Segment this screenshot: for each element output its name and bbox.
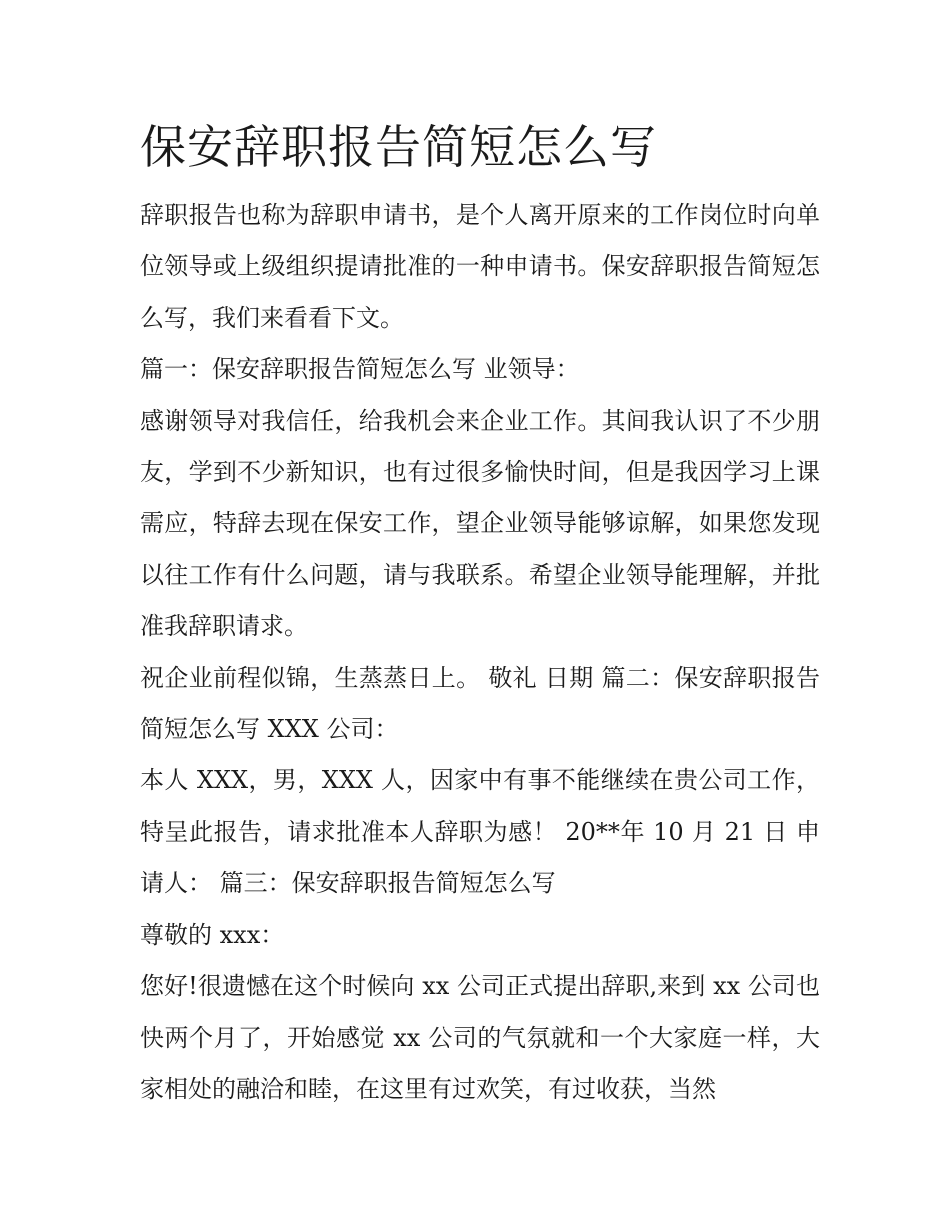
document-title: 保安辞职报告简短怎么写: [140, 120, 657, 174]
document-body: [140, 112, 820, 1115]
section-one-body: 感谢领导对我信任，给我机会来企业工作。其间我认识了不少朋友，学到不少新知识，也有过很多愉快时间，但是我因学习上课需应，特辞去现在保安工作，望企业领导能够谅解，如果您发现以往工作有什么问题，请与我联系。希望企业领导能理解，并批准我辞职请求。: [140, 406, 820, 641]
intro-paragraph: 辞职报告也称为辞职申请书，是个人离开原来的工作岗位时向单位领导或上级组织提请批准的一种申请书。保安辞职报告简短怎么写，我们来看看下文。: [140, 201, 820, 332]
closing-and-section-two-heading: 祝企业前程似锦，生蒸蒸日上。 敬礼 日期 篇二：保安辞职报告简短怎么写 XXX 公司：: [140, 663, 820, 744]
section-three-body: 您好!很遗憾在这个时候向 xx 公司正式提出辞职,来到 xx 公司也快两个月了，开始感觉 xx 公司的气氛就和一个大家庭一样，大家相处的融洽和睦，在这里有过欢笑，有过收获，当然: [140, 972, 820, 1103]
section-three-salutation: 尊敬的 xxx：: [140, 920, 285, 949]
section-two-body: 本人 XXX，男，XXX 人，因家中有事不能继续在贵公司工作，特呈此报告，请求批准本人辞职为感！ 20**年 10 月 21 日 申请人： 篇三：保安辞职报告简短怎么写: [140, 766, 820, 898]
section-one-heading: 篇一：保安辞职报告简短怎么写 业领导：: [140, 355, 580, 384]
